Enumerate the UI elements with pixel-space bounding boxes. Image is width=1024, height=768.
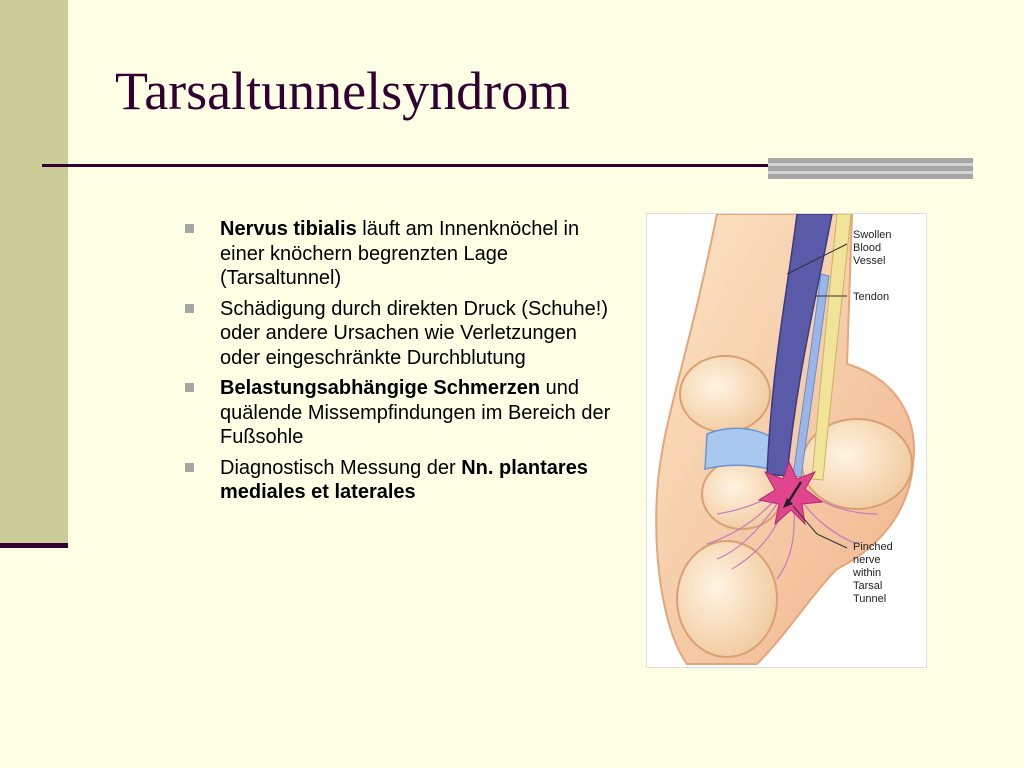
bullet-strong-text: Nn. plantares mediales et laterales: [220, 456, 588, 503]
square-bullet-icon: [185, 304, 194, 313]
label-swollen-blood-vessel: Swollen Blood Vessel: [853, 229, 892, 267]
bullet-text: läuft am Innenknöchel in einer knöchern begrenzten Lage (Tarsaltunnel): [220, 218, 580, 289]
bullet-text: und quälende Missempfindungen im Bereich der Fußsohle: [220, 377, 611, 448]
bullet-item-diagnostik: [185, 456, 615, 505]
title-divider-bar: [768, 158, 973, 179]
bullet-list: [185, 217, 615, 511]
bullet-item-schmerzen: [185, 376, 615, 450]
heel-bone: [677, 541, 777, 657]
square-bullet-icon: [185, 463, 194, 472]
slide-title: Tarsaltunnelsyndrom: [115, 61, 571, 121]
sidebar-band: [0, 0, 68, 548]
bullet-text: Schädigung durch direkten Druck (Schuhe!) oder andere Ursachen wie Verletzungen oder eingeschränkte Durchblutung: [220, 297, 608, 369]
label-pinched-nerve: Pinched nerve within Tarsal Tunnel: [853, 541, 893, 605]
joint-cartilage: [705, 428, 775, 469]
bullet-strong-text: Nervus tibialis: [220, 218, 357, 240]
bullet-item-schaedigung: [185, 297, 615, 371]
square-bullet-icon: [185, 224, 194, 233]
bullet-item-nervus-tibialis: [185, 217, 615, 291]
label-tendon: Tendon: [853, 291, 890, 303]
sidebar-rule: [0, 543, 68, 548]
square-bullet-icon: [185, 383, 194, 392]
bullet-strong-text: Belastungsabhängige Schmerzen: [220, 377, 541, 399]
ankle-bone: [680, 356, 770, 432]
foot-anatomy-figure: [646, 213, 927, 668]
bullet-text: Diagnostisch Messung der: [220, 456, 462, 479]
foot-anatomy-illustration: [647, 214, 926, 667]
